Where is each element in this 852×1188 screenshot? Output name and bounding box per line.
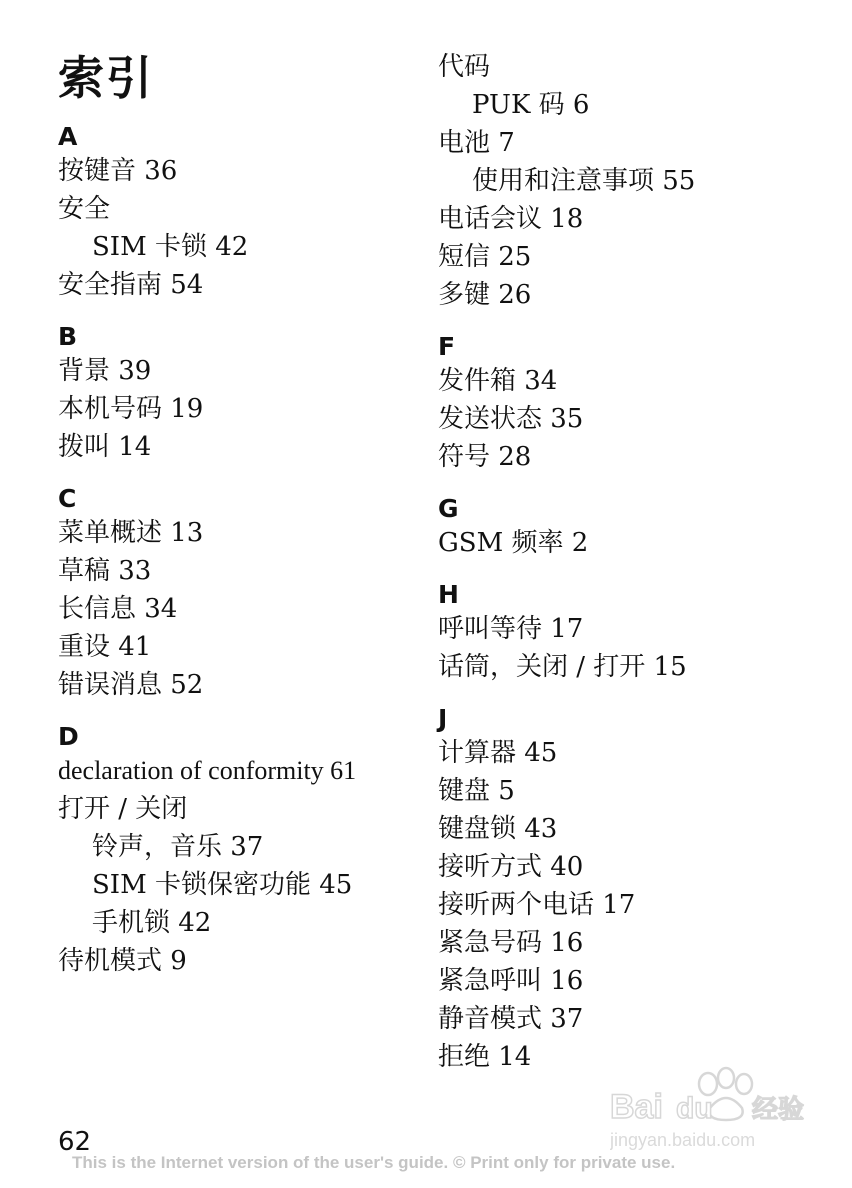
index-entry: 拒绝 14 <box>438 1042 532 1072</box>
index-entry: 键盘 5 <box>438 776 515 806</box>
index-column-right <box>438 48 838 1076</box>
index-entry: 接听两个电话 17 <box>438 890 636 920</box>
index-subentry: 使用和注意事项 55 <box>472 166 696 196</box>
section-letter-h: H <box>438 580 459 609</box>
index-subentry: SIM 卡锁保密功能 45 <box>92 870 353 900</box>
index-subentry: 铃声，音乐 37 <box>92 832 264 862</box>
index-entry: 接听方式 40 <box>438 852 584 882</box>
page-number: 62 <box>58 1127 92 1157</box>
index-entry: 短信 25 <box>438 242 532 272</box>
index-entry: 待机模式 9 <box>58 946 187 976</box>
section-letter-d: D <box>58 722 79 751</box>
section-letter-f: F <box>438 332 456 361</box>
index-subentry: SIM 卡锁 42 <box>92 232 249 262</box>
section-letter-g: G <box>438 494 459 523</box>
baidu-jingyan-watermark-logo <box>610 1058 810 1158</box>
index-entry: 草稿 33 <box>58 556 152 586</box>
index-entry: 发件箱 34 <box>438 366 558 396</box>
svg-text:du: du <box>676 1092 713 1125</box>
index-entry: 拨叫 14 <box>58 432 152 462</box>
index-entry: 本机号码 19 <box>58 394 204 424</box>
index-entry: 电池 7 <box>438 128 515 158</box>
index-entry: 安全 <box>58 194 111 224</box>
index-entry: 安全指南 54 <box>58 270 204 300</box>
index-entry: 紧急号码 16 <box>438 928 584 958</box>
index-entry: 发送状态 35 <box>438 404 584 434</box>
index-entry: 计算器 45 <box>438 738 558 768</box>
index-entry: declaration of conformity 61 <box>58 756 357 785</box>
index-entry: 长信息 34 <box>58 594 178 624</box>
section-letter-j: J <box>438 704 448 733</box>
index-entry: 紧急呼叫 16 <box>438 966 584 996</box>
index-entry: 背景 39 <box>58 356 152 386</box>
index-column-left <box>58 122 428 980</box>
index-entry: 电话会议 18 <box>438 204 584 234</box>
section-letter-a: A <box>58 122 78 151</box>
index-entry: 错误消息 52 <box>58 670 204 700</box>
page-title: 索引 <box>58 51 154 105</box>
index-entry: 重设 41 <box>58 632 152 662</box>
svg-text:jingyan.baidu.com: jingyan.baidu.com <box>610 1130 756 1150</box>
index-entry: 呼叫等待 17 <box>438 614 584 644</box>
index-entry: 静音模式 37 <box>438 1004 584 1034</box>
section-letter-c: C <box>58 484 77 513</box>
svg-text:Bai: Bai <box>610 1088 663 1126</box>
index-entry: GSM 频率 2 <box>438 528 589 558</box>
index-entry: 符号 28 <box>438 442 532 472</box>
index-entry: 代码 <box>438 52 491 82</box>
svg-text:经验: 经验 <box>752 1095 805 1125</box>
index-subentry: 手机锁 42 <box>92 908 212 938</box>
index-subentry: PUK 码 6 <box>472 90 590 120</box>
index-entry: 话筒，关闭 / 打开 15 <box>438 652 687 682</box>
footer-notice: This is the Internet version of the user's guide. © Print only for private use. <box>72 1153 676 1172</box>
index-entry: 键盘锁 43 <box>438 814 558 844</box>
index-entry: 菜单概述 13 <box>58 518 204 548</box>
index-entry: 按键音 36 <box>58 156 178 186</box>
index-entry: 打开 / 关闭 <box>58 794 188 824</box>
index-entry: 多键 26 <box>438 280 532 310</box>
section-letter-b: B <box>58 322 78 351</box>
